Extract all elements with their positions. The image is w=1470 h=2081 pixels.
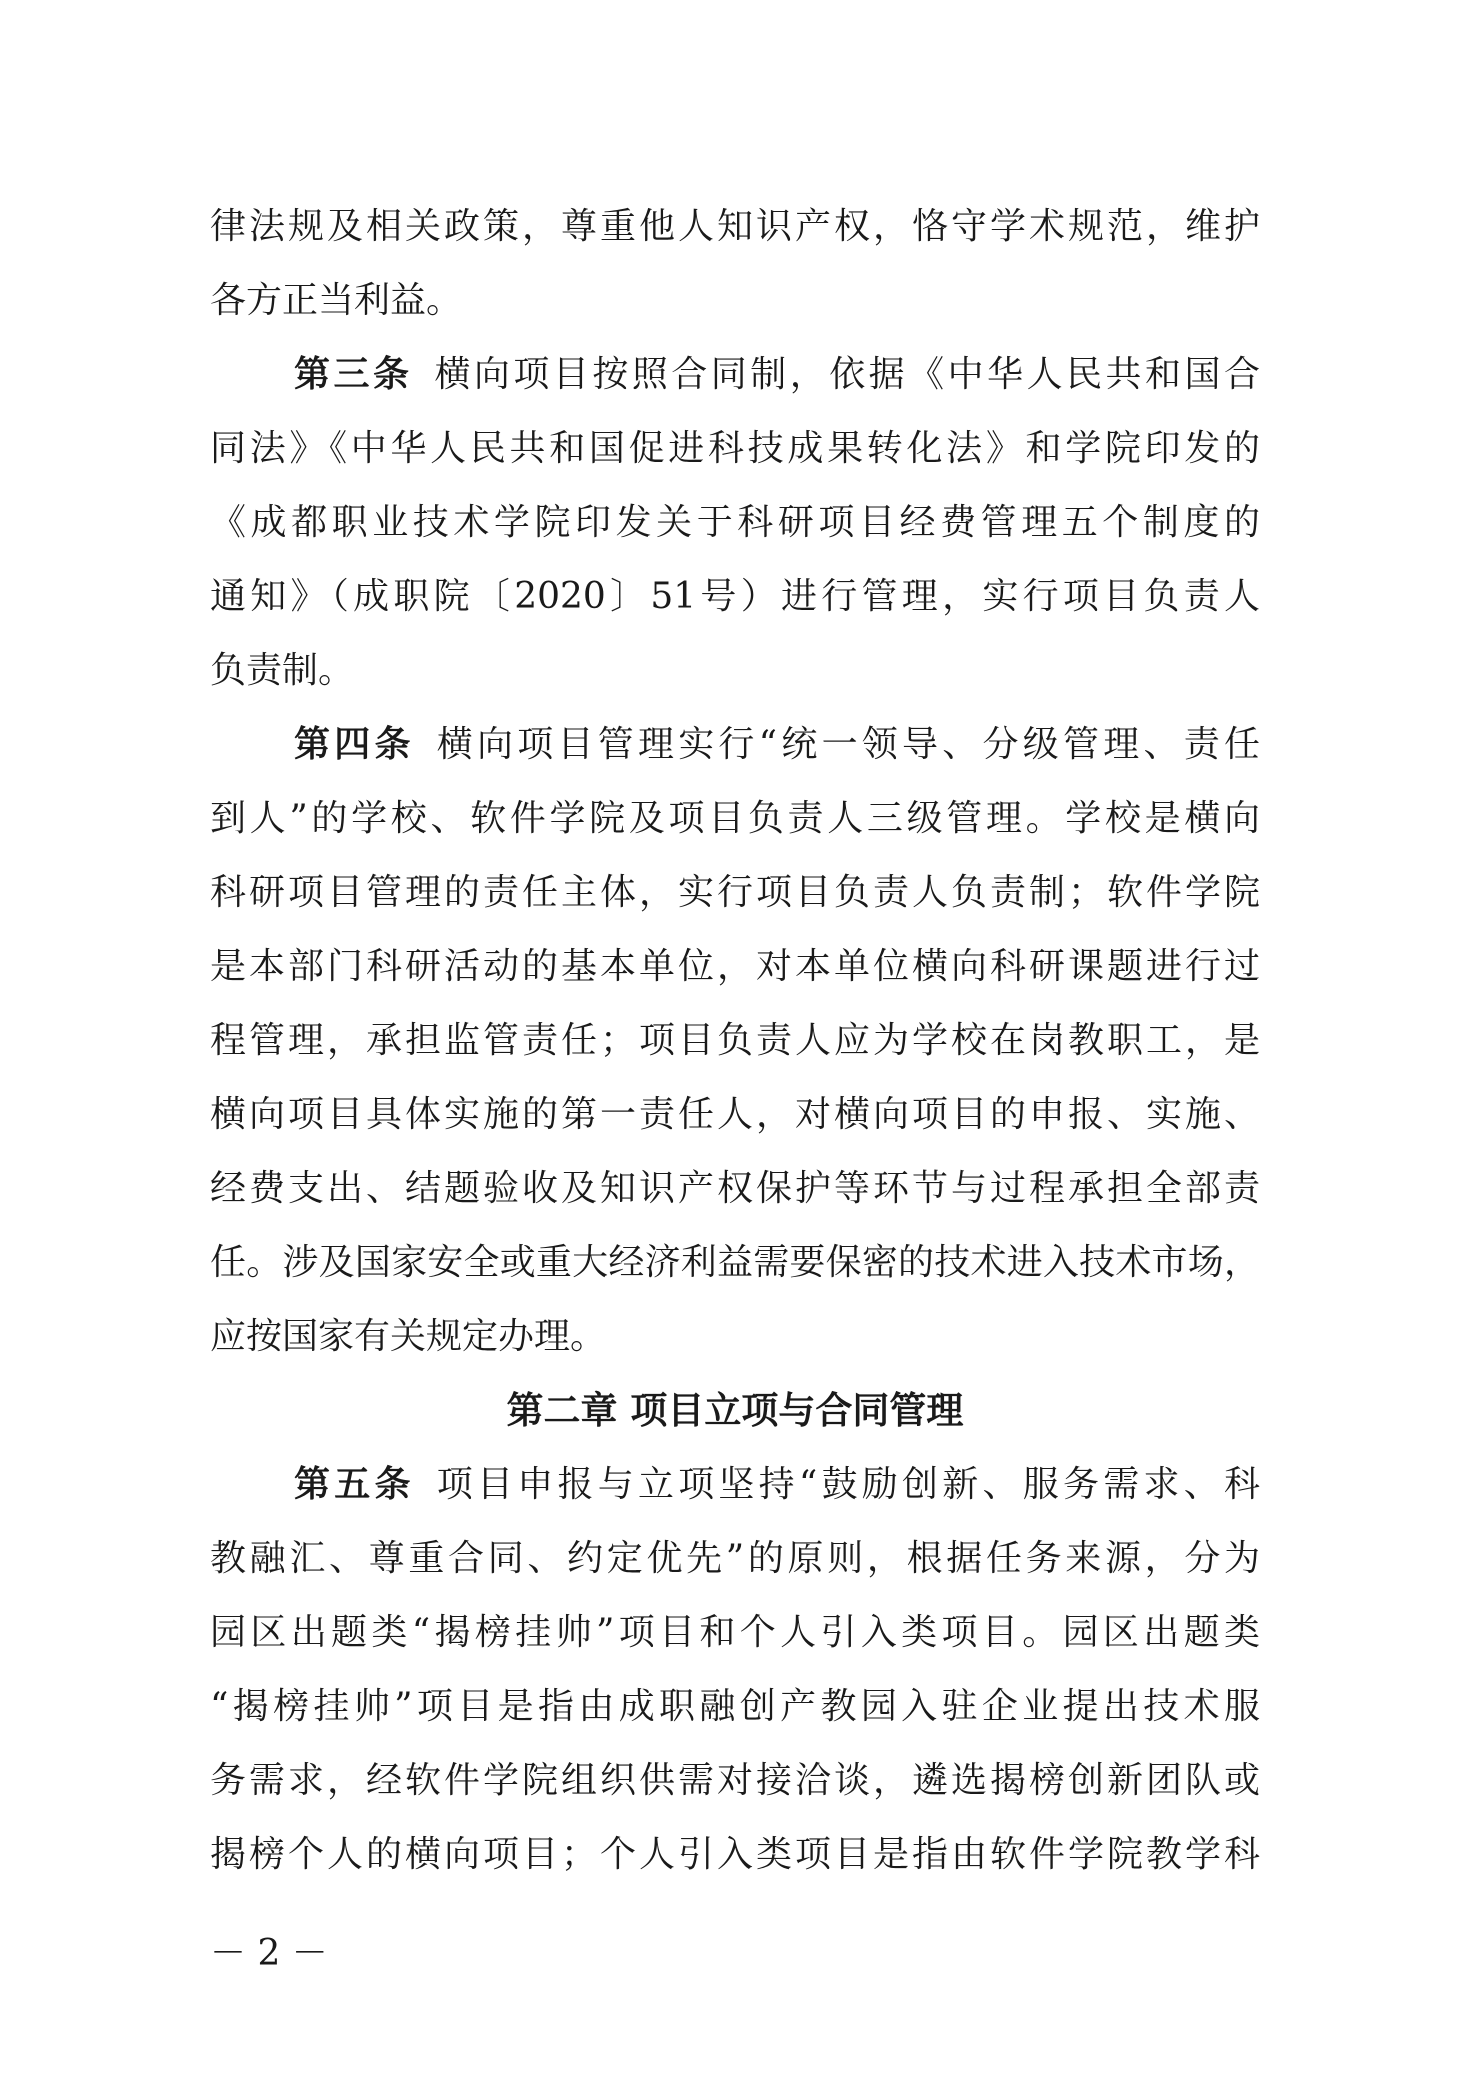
text-line: 程管理，承担监管责任；项目负责人应为学校在岗教职工，是 xyxy=(210,1020,1260,1061)
document-body xyxy=(210,190,1260,1892)
text-line: 揭榜个人的横向项目；个人引入类项目是指由软件学院教学科 xyxy=(210,1834,1260,1875)
text-line: 各方正当利益。 xyxy=(210,280,463,321)
text-line: 园区出题类“揭榜挂帅”项目和个人引入类项目。园区出题类 xyxy=(210,1612,1260,1653)
text-line xyxy=(210,338,1260,412)
chapter-title: 第二章 项目立项与合同管理 xyxy=(506,1389,964,1432)
text-run: 横向项目按照合同制，依据《中华人民共和国合 xyxy=(434,354,1260,395)
article-label: 第三条 xyxy=(294,354,413,395)
text-line xyxy=(210,1448,1260,1522)
paragraph-continuation xyxy=(210,190,1260,338)
text-line: 到人”的学校、软件学院及项目负责人三级管理。学校是横向 xyxy=(210,798,1260,839)
article-5 xyxy=(210,1448,1260,1892)
text-run: 横向项目管理实行“统一领导、分级管理、责任 xyxy=(436,724,1260,765)
text-line: 横向项目具体实施的第一责任人，对横向项目的申报、实施、 xyxy=(210,1094,1260,1135)
text-line: 科研项目管理的责任主体，实行项目负责人负责制；软件学院 xyxy=(210,872,1260,913)
text-line: 通知》（成职院〔2020〕51号）进行管理，实行项目负责人 xyxy=(210,576,1260,617)
article-4 xyxy=(210,708,1260,1374)
text-line: 应按国家有关规定办理。 xyxy=(210,1316,607,1357)
text-line: 务需求，经软件学院组织供需对接洽谈，遴选揭榜创新团队或 xyxy=(210,1760,1260,1801)
text-line: 律法规及相关政策，尊重他人知识产权，恪守学术规范，维护 xyxy=(210,206,1260,247)
article-label: 第五条 xyxy=(294,1464,415,1505)
text-line: 经费支出、结题验收及知识产权保护等环节与过程承担全部责 xyxy=(210,1168,1260,1209)
text-line: 负责制。 xyxy=(210,650,355,691)
page-number: － 2 － xyxy=(210,1933,328,1974)
text-run: 项目申报与立项坚持“鼓励创新、服务需求、科 xyxy=(436,1464,1260,1505)
text-line: 是本部门科研活动的基本单位，对本单位横向科研课题进行过 xyxy=(210,946,1260,987)
text-line: “揭榜挂帅”项目是指由成职融创产教园入驻企业提出技术服 xyxy=(210,1686,1260,1727)
text-line: 教融汇、尊重合同、约定优先”的原则，根据任务来源，分为 xyxy=(210,1538,1260,1579)
text-line xyxy=(210,708,1260,782)
text-line: 《成都职业技术学院印发关于科研项目经费管理五个制度的 xyxy=(210,502,1260,543)
text-line: 同法》《中华人民共和国促进科技成果转化法》和学院印发的 xyxy=(210,428,1260,469)
article-label: 第四条 xyxy=(294,724,415,765)
text-line: 任。涉及国家安全或重大经济利益需要保密的技术进入技术市场， xyxy=(210,1242,1260,1283)
article-3 xyxy=(210,338,1260,708)
